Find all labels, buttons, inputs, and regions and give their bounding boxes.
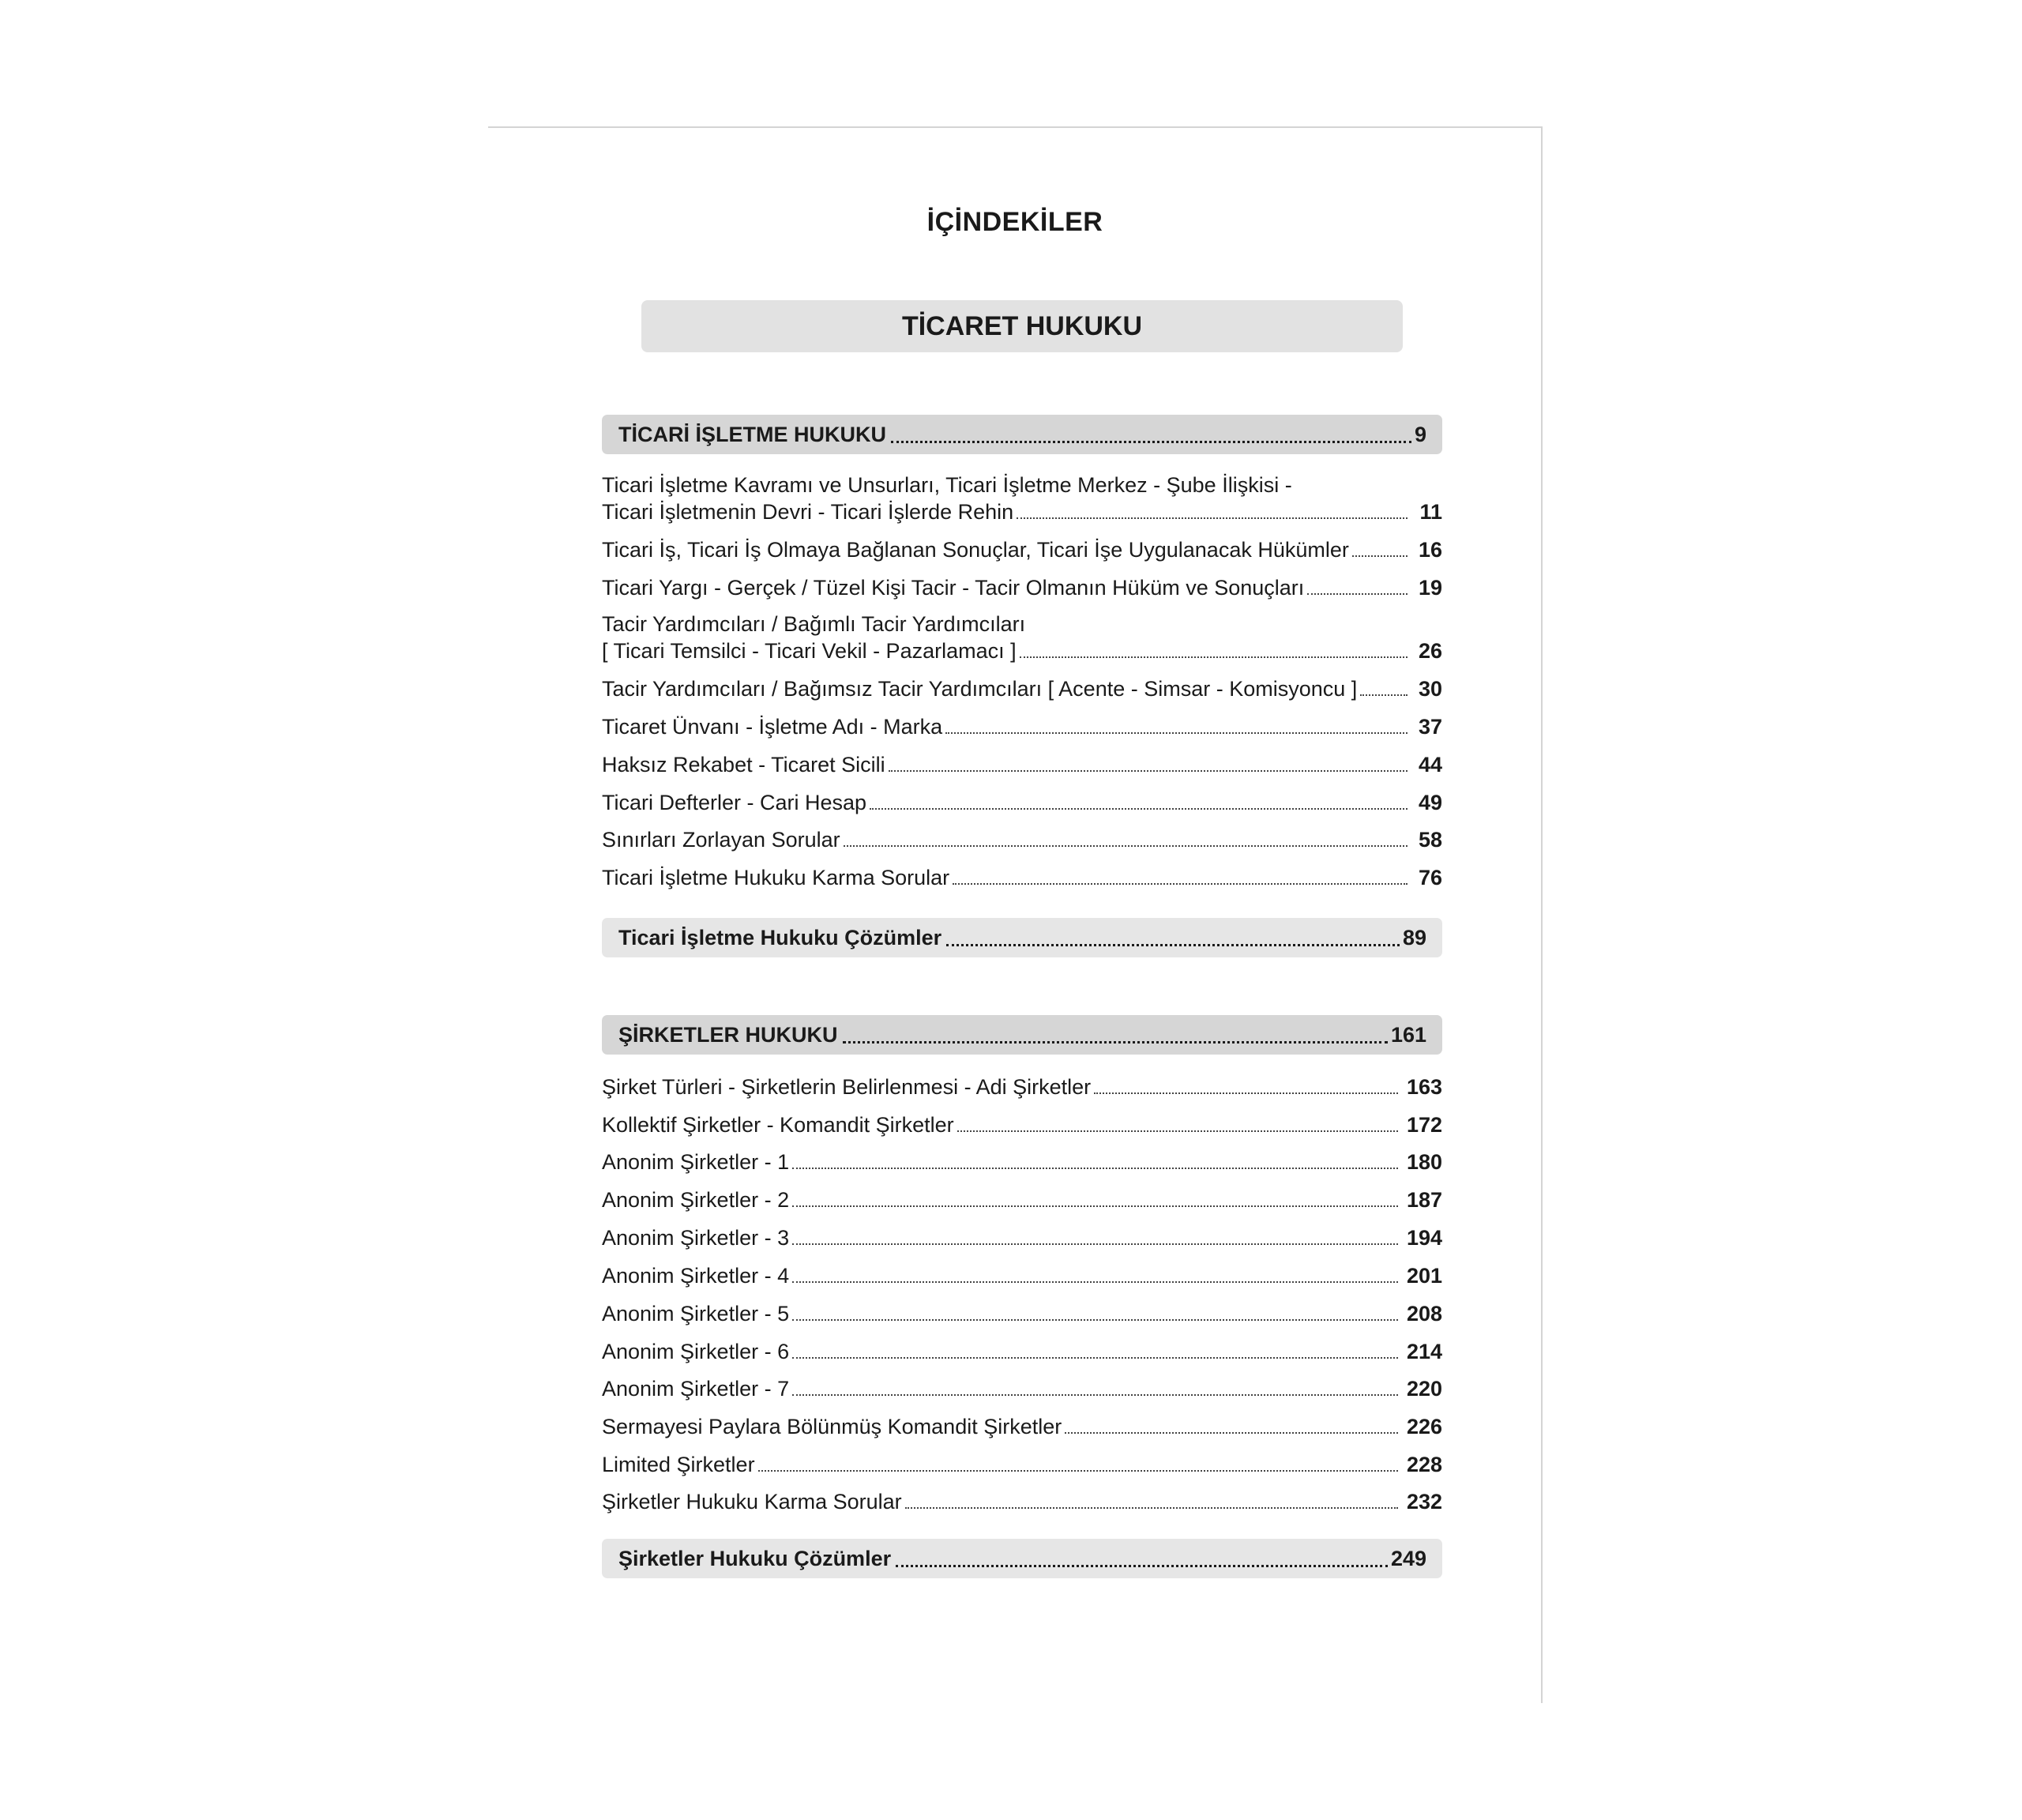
toc-entry[interactable] xyxy=(602,574,1442,601)
toc-entry-page: 226 xyxy=(1406,1415,1442,1438)
toc-entry-page: 180 xyxy=(1406,1150,1442,1174)
toc-entry-label: Anonim Şirketler - 4 xyxy=(602,1264,790,1288)
toc-entry-page: 49 xyxy=(1418,791,1442,814)
toc-entry-label: Anonim Şirketler - 3 xyxy=(602,1226,790,1250)
toc-entry-label: Ticari Defterler - Cari Hesap xyxy=(602,791,867,814)
section-page: 161 xyxy=(1390,1022,1426,1047)
leader-dots xyxy=(1017,517,1408,519)
leader-dots xyxy=(1360,694,1408,696)
leader-dots xyxy=(844,845,1408,847)
toc-entry-page: 232 xyxy=(1406,1490,1442,1514)
toc-entry[interactable] xyxy=(602,1111,1442,1138)
solutions-page: 249 xyxy=(1390,1546,1426,1570)
toc-entry-page: 26 xyxy=(1418,639,1442,663)
toc-entry-label: Tacir Yardımcıları / Bağımsız Tacir Yardımcıları [ Acente - Simsar - Komisyoncu ] xyxy=(602,677,1358,701)
leader-dots xyxy=(792,1319,1398,1321)
toc-entry-label: Ticari İşletme Hukuku Karma Sorular xyxy=(602,866,950,889)
leader-dots xyxy=(957,1130,1398,1132)
toc-entry[interactable] xyxy=(602,826,1442,853)
toc-entry-page: 187 xyxy=(1406,1188,1442,1212)
main-banner: TİCARET HUKUKU xyxy=(641,300,1403,352)
leader-dots xyxy=(792,1243,1398,1245)
toc-entry[interactable] xyxy=(602,1488,1442,1515)
toc-entry[interactable] xyxy=(602,1074,1442,1100)
toc-entry-page: 11 xyxy=(1419,500,1442,524)
toc-entry-page: 228 xyxy=(1406,1453,1442,1476)
toc-entry-label: Haksız Rekabet - Ticaret Sicili xyxy=(602,753,885,777)
solutions-title: Ticari İşletme Hukuku Çözümler xyxy=(618,925,942,949)
leader-dots xyxy=(1307,593,1408,595)
section-header-ticari-isletme[interactable] xyxy=(602,415,1442,454)
toc-entry-line: Ticari İşletme Kavramı ve Unsurları, Ticari İşletme Merkez - Şube İlişkisi - xyxy=(602,473,1292,497)
leader-dots xyxy=(843,1041,1388,1043)
toc-entry-label: Ticaret Ünvanı - İşletme Adı - Marka xyxy=(602,715,943,739)
toc-entry[interactable] xyxy=(602,1413,1442,1440)
toc-entry-page: 208 xyxy=(1406,1302,1442,1326)
toc-entry[interactable] xyxy=(602,1224,1442,1251)
toc-entry-label: Ticari İşletmenin Devri - Ticari İşlerde Rehin xyxy=(602,500,1014,524)
toc-entry[interactable] xyxy=(602,1300,1442,1327)
leader-dots xyxy=(792,1205,1398,1207)
toc-entry-page: 16 xyxy=(1418,538,1442,562)
toc-entry-page: 201 xyxy=(1406,1264,1442,1288)
toc-entry-page: 30 xyxy=(1418,677,1442,701)
toc-entry[interactable] xyxy=(602,637,1442,664)
toc-entry[interactable] xyxy=(602,675,1442,702)
toc-entry-label: Anonim Şirketler - 2 xyxy=(602,1188,790,1212)
leader-dots xyxy=(896,1565,1388,1567)
toc-entry[interactable] xyxy=(602,1451,1442,1478)
solutions-bar-ticari-isletme[interactable] xyxy=(602,918,1442,957)
section-page: 9 xyxy=(1414,422,1426,446)
toc-entry-label: Sermayesi Paylara Bölünmüş Komandit Şirketler xyxy=(602,1415,1062,1438)
toc-entry[interactable] xyxy=(602,864,1442,891)
leader-dots xyxy=(870,808,1408,810)
toc-entry[interactable] xyxy=(602,536,1442,563)
toc-entry[interactable] xyxy=(602,1338,1442,1365)
toc-entry-page: 19 xyxy=(1418,576,1442,600)
section-title: ŞİRKETLER HUKUKU xyxy=(618,1022,838,1047)
leader-dots xyxy=(758,1470,1398,1472)
section-title: TİCARİ İŞLETME HUKUKU xyxy=(618,422,886,446)
toc-entry[interactable] xyxy=(602,1262,1442,1289)
solutions-page: 89 xyxy=(1402,925,1426,949)
toc-entry-line: Tacir Yardımcıları / Bağımlı Tacir Yardımcıları xyxy=(602,612,1026,636)
toc-entry-label: Anonim Şirketler - 5 xyxy=(602,1302,790,1326)
leader-dots xyxy=(1094,1092,1398,1094)
page-frame-right xyxy=(1541,126,1543,1703)
toc-entry-label: Şirketler Hukuku Karma Sorular xyxy=(602,1490,902,1514)
toc-entry[interactable] xyxy=(602,751,1442,778)
toc-entry[interactable] xyxy=(602,1186,1442,1213)
toc-entry-page: 220 xyxy=(1406,1377,1442,1401)
leader-dots xyxy=(889,770,1408,772)
toc-entry-page: 214 xyxy=(1406,1340,1442,1363)
toc-entry-label: Şirket Türleri - Şirketlerin Belirlenmesi - Adi Şirketler xyxy=(602,1075,1092,1099)
leader-dots xyxy=(1020,656,1408,658)
page-title: İÇİNDEKİLER xyxy=(926,207,1103,237)
toc-entry-label: Sınırları Zorlayan Sorular xyxy=(602,828,840,852)
toc-entry-page: 44 xyxy=(1418,753,1442,777)
solutions-title: Şirketler Hukuku Çözümler xyxy=(618,1546,892,1570)
leader-dots xyxy=(792,1394,1398,1396)
toc-entry-label: Kollektif Şirketler - Komandit Şirketler xyxy=(602,1113,954,1137)
leader-dots xyxy=(1065,1432,1398,1434)
toc-entry-label: Ticari Yargı - Gerçek / Tüzel Kişi Tacir - Tacir Olmanın Hüküm ve Sonuçları xyxy=(602,576,1305,600)
toc-entry-label: Ticari İş, Ticari İş Olmaya Bağlanan Sonuçlar, Ticari İşe Uygulanacak Hükümler xyxy=(602,538,1349,562)
leader-dots xyxy=(945,732,1408,734)
toc-entry-label: Anonim Şirketler - 1 xyxy=(602,1150,790,1174)
leader-dots xyxy=(891,441,1411,443)
toc-entry[interactable] xyxy=(602,498,1442,525)
leader-dots xyxy=(792,1357,1398,1359)
section-header-sirketler[interactable] xyxy=(602,1015,1442,1055)
leader-dots xyxy=(953,883,1408,885)
toc-entry-label: Limited Şirketler xyxy=(602,1453,755,1476)
toc-entry-page: 76 xyxy=(1418,866,1442,889)
page-frame-top xyxy=(488,126,1542,128)
toc-entry-page: 58 xyxy=(1418,828,1442,852)
leader-dots xyxy=(946,944,1400,946)
toc-entry[interactable] xyxy=(602,713,1442,740)
toc-entry-page: 172 xyxy=(1406,1113,1442,1137)
toc-entry-label: Anonim Şirketler - 6 xyxy=(602,1340,790,1363)
toc-entry-page: 163 xyxy=(1406,1075,1442,1099)
toc-entry-page: 194 xyxy=(1406,1226,1442,1250)
toc-entry-label: [ Ticari Temsilci - Ticari Vekil - Pazarlamacı ] xyxy=(602,639,1017,663)
toc-entry-page: 37 xyxy=(1418,715,1442,739)
leader-dots xyxy=(792,1168,1398,1169)
toc-entry[interactable] xyxy=(602,789,1442,816)
toc-entry-label: Anonim Şirketler - 7 xyxy=(602,1377,790,1401)
leader-dots xyxy=(792,1281,1398,1283)
leader-dots xyxy=(1352,555,1408,557)
solutions-bar-sirketler[interactable] xyxy=(602,1539,1442,1578)
toc-entry[interactable] xyxy=(602,1149,1442,1175)
leader-dots xyxy=(905,1507,1398,1509)
toc-entry[interactable] xyxy=(602,1375,1442,1402)
